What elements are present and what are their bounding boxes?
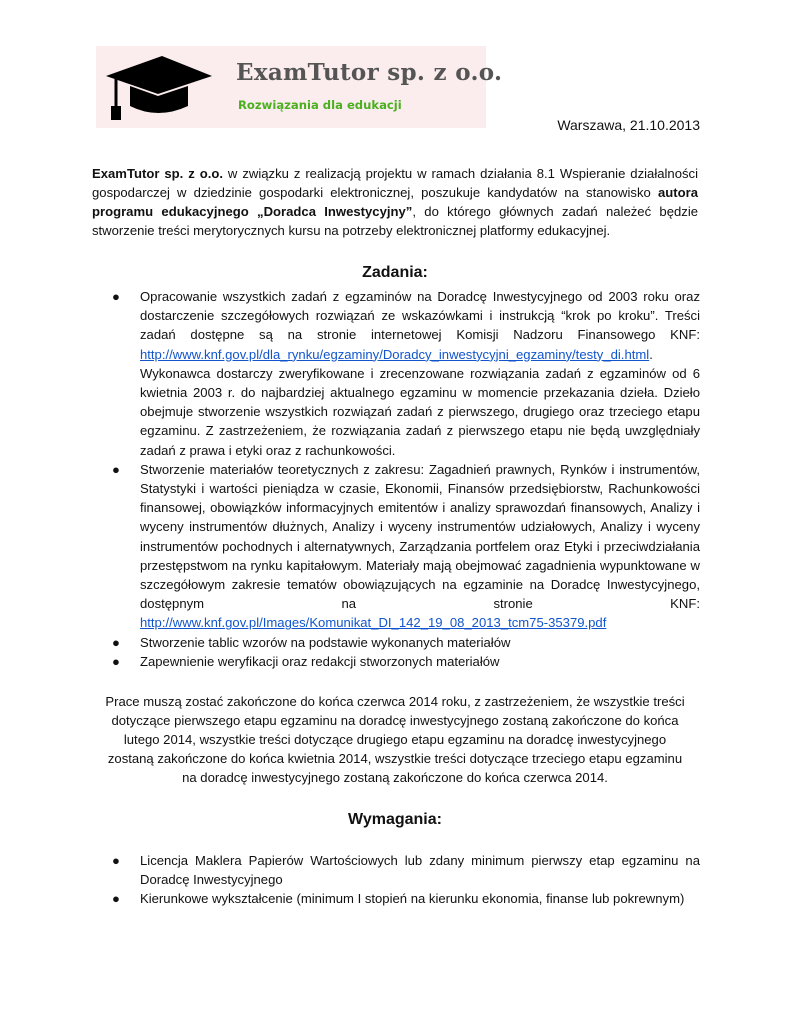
intro-paragraph [92, 164, 698, 240]
job-position: autora programu edukacyjnego „Doradca Inwestycyjny” [92, 185, 698, 219]
bullet-icon: ● [112, 853, 120, 868]
bullet-icon: ● [112, 289, 120, 304]
graduation-cap-icon [102, 50, 214, 124]
list-item: ● Kierunkowe wykształcenie (minimum I stopień na kierunku ekonomia, finanse lub pokrewnym) [92, 889, 700, 908]
knf-announcement-link[interactable]: http://www.knf.gov.pl/Images/Komunikat_DI_142_19_08_2013_tcm75-35379.pdf [140, 615, 607, 631]
logo-tagline: Rozwiązania dla edukacji [238, 98, 402, 112]
list-item: ● Opracowanie wszystkich zadań z egzaminów na Doradcę Inwestycyjnego od 2003 roku oraz dostarczenie szczegółowych rozwiązań ze wskazówkami i instrukcją “krok po kroku”. Treści zadań dostępne są na stronie internetowej Komisji Nadzoru Finansowego KNF: http://www.knf.gov.pl/dla_rynku/egzaminy/Doradcy_inwestycyjni_egzaminy/testy_di.html. Wykonawca dostarczy zweryfikowane i zrecenzowane rozwiązania zadań z egzaminów od 6 kwietnia 2003 r. do najbardziej aktualnego egzaminu w momencie przekazania dzieła. Dzieło obejmuje stworzenie wszystkich rozwiązań zadań z pierwszego, drugiego oraz trzeciego etapu egzaminu. Z zastrzeżeniem, że rozwiązania zadań z pierwszego etapu nie będą uwzględniały zadań z prawa i etyki oraz z rachunkowości. [112, 289, 700, 458]
intro-text-2: , do którego głównych zadań należeć będzie stworzenie treści merytorycznych kursu na potrzeby elektronicznej platformy edukacyjnej. [92, 204, 699, 238]
bullet-icon: ● [112, 634, 120, 650]
bullet-icon: ● [112, 461, 120, 477]
company-name: ExamTutor sp. z o.o. [92, 166, 223, 181]
intro-text-1: w związku z realizacją projektu w ramach działania 8.1 Wspieranie działalności gospodarczej w dziedzinie gospodarki elektronicznej, poszukuje kandydatów na stanowisko [92, 166, 698, 200]
bullet-icon: ● [112, 653, 120, 669]
requirements-list [92, 851, 700, 909]
document-date: Warszawa, 21.10.2013 [557, 117, 700, 133]
knf-exams-link[interactable]: http://www.knf.gov.pl/dla_rynku/egzaminy/Doradcy_inwestycyjni_egzaminy/testy_di.html [140, 346, 650, 362]
list-item: ● Stworzenie materiałów teoretycznych z zakresu: Zagadnień prawnych, Rynków i instrumentów, Statystyki i wartości pieniądza w czasie, Ekonomii, Finansów przedsiębiorstw, Rachunkowości finansowej, obowiązków informacyjnych emitentów i analizy sprawozdań finansowych, Analizy i wyceny instrumentów dłużnych, Analizy i wyceny instrumentów udziałowych, Analizy i wyceny instrumentów pochodnych i alternatywnych, Zarządzania portfelem oraz Etyki i przeciwdziałania przestępstwom na rynku kapitałowym. Materiały mają obejmować zagadnienia wypunktowane w szczegółowym zakresie tematów obowiązujących na egzaminie na Doradcę Inwestycyjnego, dostępnym na stronie KNF: http://www.knf.gov.pl/Images/Komunikat_DI_142_19_08_2013_tcm75-35379.pdf [112, 461, 700, 631]
tasks-list [92, 287, 700, 671]
deadline-paragraph: Prace muszą zostać zakończone do końca czerwca 2014 roku, z zastrzeżeniem, że wszystkie treści dotyczące pierwszego etapu egzaminu na doradcę inwestycyjnego zostaną zakończone do końca lutego 2014, wszystkie treści dotyczące drugiego etapu egzaminu na doradcę inwestycyjnego zostaną zakończone do końca kwietnia 2014, wszystkie treści dotyczące trzeciego etapu egzaminu na doradcę inwestycyjnego zostaną zakończone do końca czerwca 2014. [105, 694, 685, 785]
bullet-icon: ● [112, 891, 120, 907]
list-item: ● Stworzenie tablic wzorów na podstawie wykonanych materiałów [92, 633, 700, 652]
company-logo [96, 46, 503, 128]
list-item: ● Licencja Maklera Papierów Wartościowych lub zdany minimum pierwszy etap egzaminu na Doradcę Inwestycyjnego [112, 853, 700, 888]
requirements-heading: Wymagania: [348, 811, 442, 828]
tasks-heading: Zadania: [362, 264, 428, 281]
list-item: ● Zapewnienie weryfikacji oraz redakcji stworzonych materiałów [92, 652, 700, 671]
logo-name: ExamTutor sp. z o.o. [236, 59, 503, 86]
